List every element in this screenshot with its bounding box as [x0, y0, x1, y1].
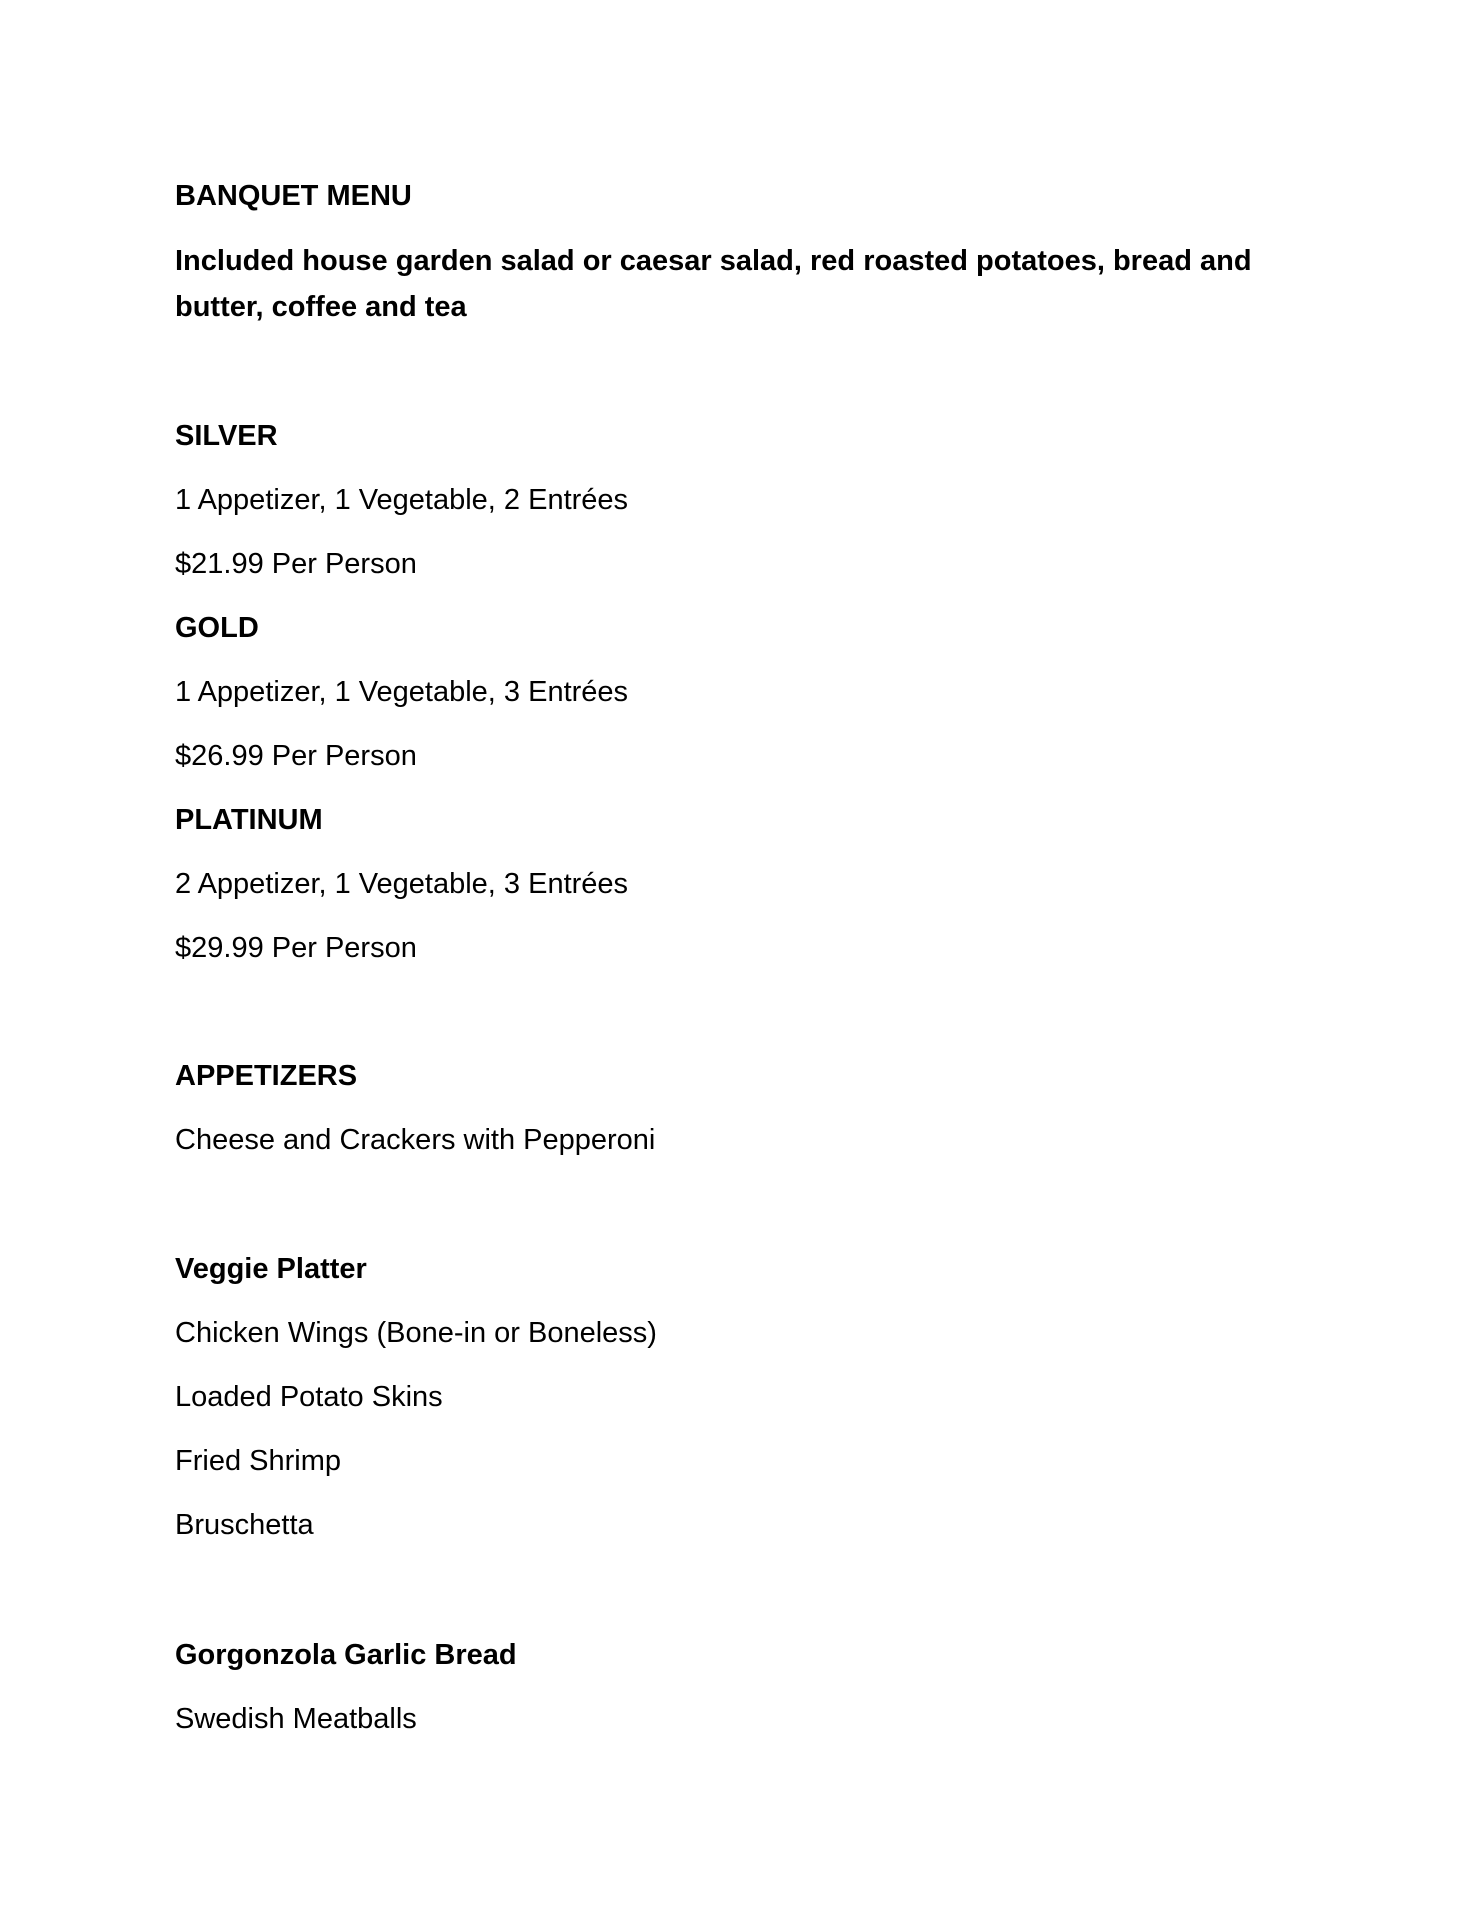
- package-gold-price: $26.99 Per Person: [175, 740, 417, 772]
- appetizer-item: Veggie Platter: [175, 1253, 367, 1285]
- appetizer-item: Fried Shrimp: [175, 1445, 341, 1477]
- appetizer-item: Chicken Wings (Bone-in or Boneless): [175, 1317, 657, 1349]
- appetizer-item: Loaded Potato Skins: [175, 1381, 443, 1413]
- package-silver-price: $21.99 Per Person: [175, 548, 417, 580]
- appetizer-item: Swedish Meatballs: [175, 1703, 417, 1735]
- package-gold-details: 1 Appetizer, 1 Vegetable, 3 Entrées: [175, 676, 629, 708]
- package-gold-name: GOLD: [175, 612, 259, 644]
- package-platinum-price: $29.99 Per Person: [175, 932, 417, 964]
- package-silver-name: SILVER: [175, 420, 278, 452]
- package-silver-details: 1 Appetizer, 1 Vegetable, 2 Entrées: [175, 484, 629, 516]
- appetizer-item: Bruschetta: [175, 1509, 314, 1541]
- appetizer-item: Gorgonzola Garlic Bread: [175, 1639, 517, 1671]
- appetizer-item: Cheese and Crackers with Pepperoni: [175, 1124, 656, 1156]
- package-platinum-details: 2 Appetizer, 1 Vegetable, 3 Entrées: [175, 868, 629, 900]
- intro-text: Included house garden salad or caesar salad, red roasted potatoes, bread and butter, coffee and tea: [175, 245, 1252, 323]
- appetizers-heading: APPETIZERS: [175, 1060, 358, 1092]
- package-platinum-name: PLATINUM: [175, 804, 323, 836]
- page-title: BANQUET MENU: [175, 180, 412, 212]
